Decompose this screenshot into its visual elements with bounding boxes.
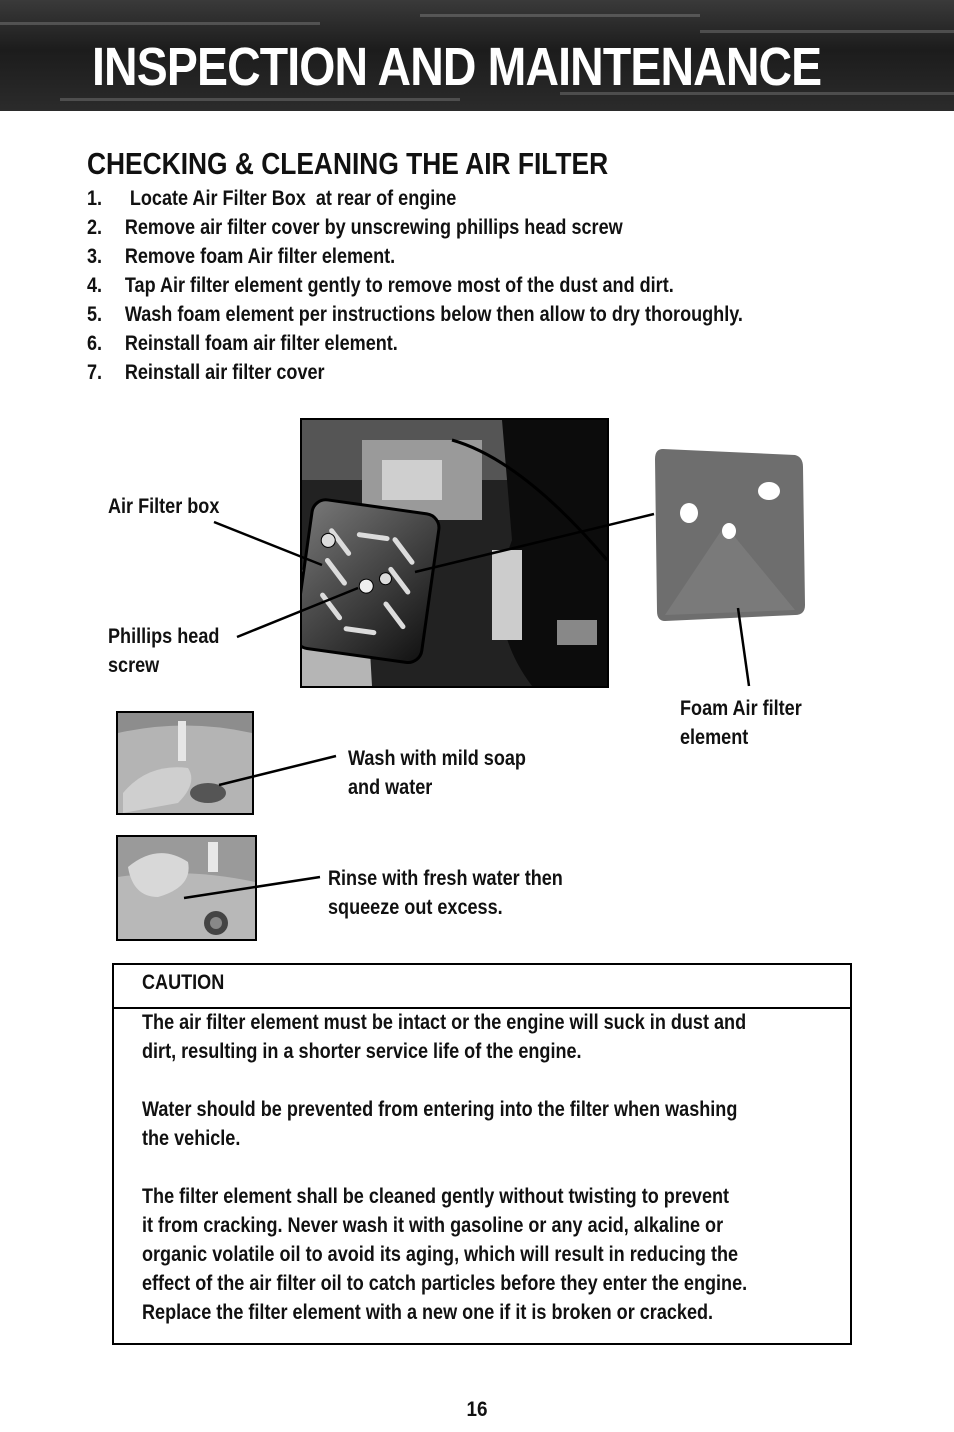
caution-paragraph: The filter element shall be cleaned gently without twisting to prevent it from cracking. Never wash it with gasoline or any acid, alkaline or organic volatile oil to avoid its aging, which will result in reducing the effect of the air filter oil to catch particles before they enter the engine. Replace the filter element with a new one if it is broken or cracked. [142,1185,748,1324]
label-wash: Wash with mild soap and water [348,747,526,799]
caution-header [114,965,850,1009]
caution-title: CAUTION [142,971,225,994]
step-item: 4. Tap Air filter element gently to remove most of the dust and dirt. [87,274,674,297]
step-item: 1. Locate Air Filter Box at rear of engine [87,187,457,210]
caution-paragraph: The air filter element must be intact or the engine will suck in dust and dirt, resulting in a shorter service life of the engine. [142,1011,747,1063]
engine-photo [300,418,609,688]
steps-list [87,184,850,387]
wash-photo [116,711,254,815]
label-rinse: Rinse with fresh water then squeeze out excess. [328,867,563,919]
step-item: 6. Reinstall foam air filter element. [87,332,398,355]
header-banner [0,0,954,111]
section-title: CHECKING & CLEANING THE AIR FILTER [87,146,609,181]
step-item: 7. Reinstall air filter cover [87,361,325,384]
caution-paragraph: Water should be prevented from entering into the filter when washing the vehicle. [142,1098,738,1150]
page-number: 16 [466,1398,488,1421]
page-title: INSPECTION AND MAINTENANCE [92,37,822,97]
step-item: 5. Wash foam element per instructions below then allow to dry thoroughly. [87,303,743,326]
label-air-filter-box: Air Filter box [108,495,220,518]
label-foam-air-filter: Foam Air filter element [680,697,802,749]
step-item: 2. Remove air filter cover by unscrewing phillips head screw [87,216,623,239]
caution-box [112,963,852,1345]
label-phillips-head-screw: Phillips head screw [108,625,220,677]
foam-filter-photo [655,445,807,623]
step-item: 3. Remove foam Air filter element. [87,245,396,268]
rinse-photo [116,835,257,941]
